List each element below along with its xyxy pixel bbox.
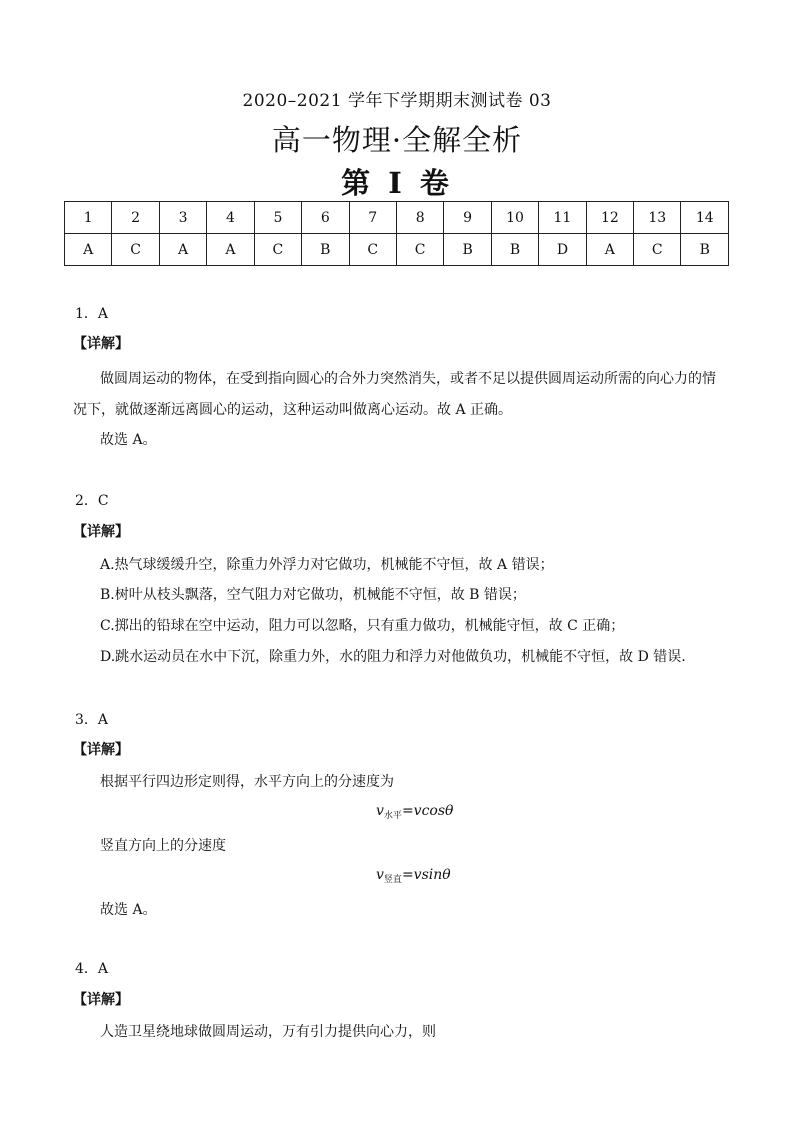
answer-cell: A xyxy=(586,234,633,266)
answer-cell: A xyxy=(159,234,206,266)
answer-cell: C xyxy=(396,234,443,266)
answer-cell: C xyxy=(349,234,396,266)
question-2-option-b-analysis: B.树叶从枝头飘落，空气阻力对它做功，机械能不守恒，故 B 错误； xyxy=(100,587,526,603)
question-3-explanation-line: 竖直方向上的分速度 xyxy=(100,838,226,854)
question-1-conclusion: 故选 A。 xyxy=(100,432,157,448)
formula-rhs: =vcosθ xyxy=(401,803,454,819)
formula-rhs: =vsinθ xyxy=(401,867,451,883)
question-number-cell: 2 xyxy=(112,202,159,234)
exam-title: 2020–2021 学年下学期期末测试卷 03 xyxy=(242,91,552,111)
answer-cell: B xyxy=(681,234,729,266)
question-1-explanation-line: 况下，就做逐渐远离圆心的运动，这种运动叫做离心运动。故 A 正确。 xyxy=(73,402,513,418)
question-number-cell: 10 xyxy=(491,202,538,234)
question-number-cell: 4 xyxy=(207,202,254,234)
main-title: 高一物理·全解全析 xyxy=(271,123,523,157)
question-1-number: 1．A xyxy=(75,306,109,322)
question-number-cell: 11 xyxy=(539,202,586,234)
horizontal-velocity-formula xyxy=(376,803,453,821)
question-2-option-d-analysis: D.跳水运动员在水中下沉，除重力外，水的阻力和浮力对他做负功，机械能不守恒，故 D 错误. xyxy=(100,649,686,665)
answer-cell: D xyxy=(539,234,586,266)
question-4-explanation-tag: 【详解】 xyxy=(73,992,129,1008)
question-3-explanation-line: 根据平行四边形定则得，水平方向上的分速度为 xyxy=(100,774,394,790)
question-3-number: 3．A xyxy=(75,712,109,728)
formula-variable: v xyxy=(376,803,384,819)
question-4-explanation-line: 人造卫星绕地球做圆周运动，万有引力提供向心力，则 xyxy=(100,1024,436,1040)
answer-table-number-row xyxy=(65,202,729,234)
vertical-velocity-formula xyxy=(376,867,451,885)
formula-variable: v xyxy=(376,867,384,883)
question-number-cell: 8 xyxy=(396,202,443,234)
question-1-explanation-tag: 【详解】 xyxy=(73,336,129,352)
question-number-cell: 3 xyxy=(159,202,206,234)
answer-cell: A xyxy=(207,234,254,266)
question-number-cell: 7 xyxy=(349,202,396,234)
question-4-number: 4．A xyxy=(75,961,109,977)
question-2-option-a-analysis: A.热气球缓缓升空，除重力外浮力对它做功，机械能不守恒，故 A 错误； xyxy=(100,557,554,573)
question-number-cell: 6 xyxy=(302,202,349,234)
question-number-cell: 5 xyxy=(254,202,301,234)
answer-cell: C xyxy=(634,234,681,266)
question-number-cell: 13 xyxy=(634,202,681,234)
question-3-conclusion: 故选 A。 xyxy=(100,902,157,918)
formula-subscript: 水平 xyxy=(383,811,402,821)
question-2-option-c-analysis: C.掷出的铅球在空中运动，阻力可以忽略，只有重力做功，机械能守恒，故 C 正确； xyxy=(100,618,625,634)
question-3-explanation-tag: 【详解】 xyxy=(73,742,129,758)
question-number-cell: 9 xyxy=(444,202,491,234)
answer-cell: B xyxy=(302,234,349,266)
answer-cell: A xyxy=(65,234,112,266)
question-2-number: 2．C xyxy=(75,493,109,509)
question-number-cell: 14 xyxy=(681,202,729,234)
question-number-cell: 1 xyxy=(65,202,112,234)
question-number-cell: 12 xyxy=(586,202,633,234)
question-1-explanation-line: 做圆周运动的物体，在受到指向圆心的合外力突然消失，或者不足以提供圆周运动所需的向心力的情 xyxy=(100,371,716,387)
answer-cell: C xyxy=(112,234,159,266)
answer-table-answer-row xyxy=(65,234,729,266)
answer-cell: B xyxy=(444,234,491,266)
answer-cell: B xyxy=(491,234,538,266)
answer-cell: C xyxy=(254,234,301,266)
section-title: 第 I 卷 xyxy=(341,166,453,200)
answer-table xyxy=(64,201,729,266)
question-2-explanation-tag: 【详解】 xyxy=(73,524,129,540)
formula-subscript: 竖直 xyxy=(383,875,402,885)
